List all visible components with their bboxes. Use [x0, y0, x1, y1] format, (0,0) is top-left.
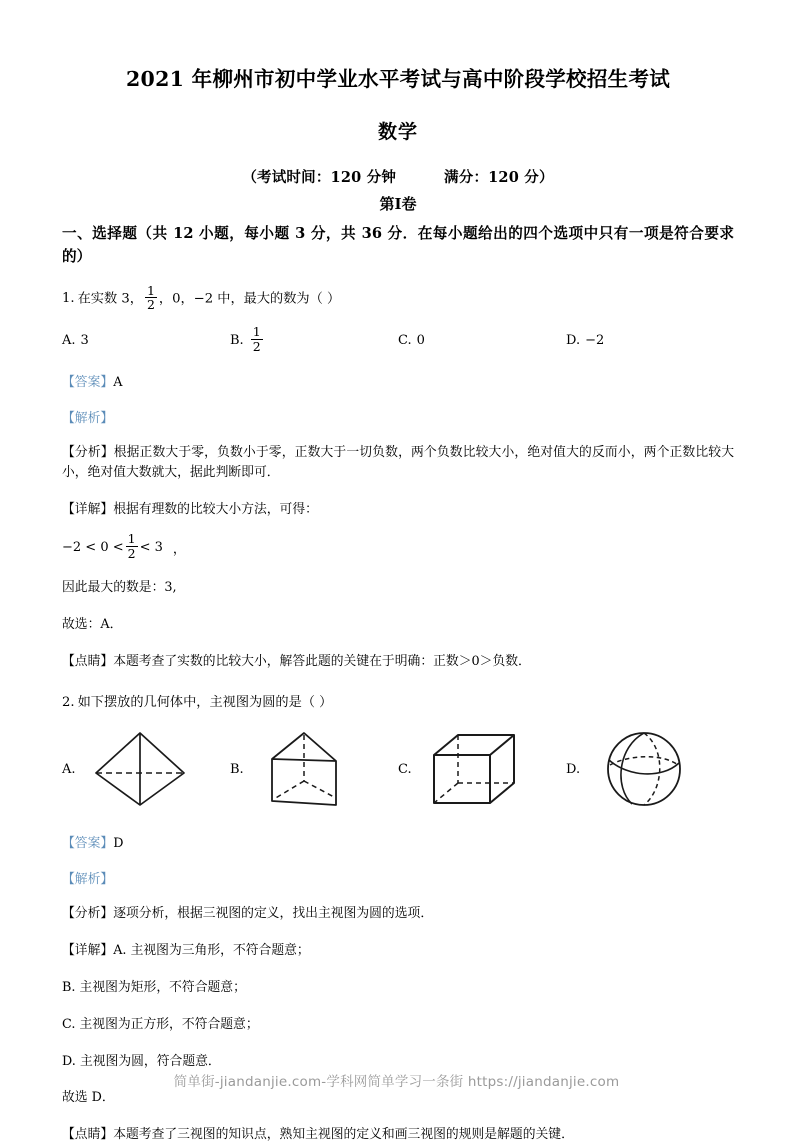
option-b-label: B.	[230, 332, 244, 348]
question-2-line-c: C. 主视图为正方形，不符合题意；	[62, 1016, 259, 1032]
triangular-prism-icon	[252, 725, 364, 813]
option-c-label: C.	[398, 332, 412, 348]
option-d[interactable]	[566, 326, 734, 354]
fraction-numerator: 1	[252, 324, 261, 340]
question-2-answer	[62, 832, 734, 851]
figure-a-label: A.	[62, 761, 76, 777]
section-heading: 一、选择题（共 12 小题，每小题 3 分，共 36 分．在每小题给出的四个选项中只有一项是符合要求的）	[62, 224, 734, 266]
cube-icon	[420, 725, 532, 813]
option-c[interactable]	[398, 326, 566, 354]
question-2-stem	[62, 693, 734, 713]
question-1-analysis-tag	[62, 407, 734, 426]
question-2-fenxi: 【分析】逐项分析，根据三视图的定义，找出主视图为圆的选项．	[62, 906, 434, 922]
question-1-fenxi: 【分析】根据正数大于零，负数小于零，正数大于一切负数，两个负数比较大小，绝对值大的反而小，两个正数比较大小，绝对值大数就大，据此判断即可．	[62, 444, 734, 480]
answer-value: A	[113, 374, 123, 390]
tetrahedron-icon	[84, 725, 196, 813]
analysis-tag: 【解析】	[62, 410, 114, 426]
exam-total-score: 满分：120 分）	[444, 168, 554, 186]
figure-option-c[interactable]	[398, 723, 566, 815]
question-1-number: 1.	[62, 291, 75, 307]
question-1-xiangjie-intro: 【详解】根据有理数的比较大小方法，可得：	[62, 501, 318, 517]
question-1-stem-after: ，0，−2 中，最大的数为（ ）	[158, 291, 341, 307]
option-a-text: 3	[80, 332, 89, 348]
inequality-prefix: −2 < 0 <	[62, 539, 124, 555]
question-1-conclusion-2: 故选：A．	[62, 616, 123, 632]
option-d-label: D.	[566, 332, 581, 348]
exam-meta	[62, 166, 734, 187]
fraction-numerator: 1	[146, 282, 155, 298]
option-a[interactable]	[62, 326, 230, 354]
question-2-line-d: D. 主视图为圆，符合题意．	[62, 1053, 221, 1069]
question-2-number: 2.	[62, 695, 75, 711]
page-footer: 简单街-jiandanjie.com-学科网简单学习一条街 https://jiandanjie.com	[173, 1074, 620, 1090]
page-content	[62, 0, 734, 1145]
sphere-icon	[588, 725, 700, 813]
question-2-stem-text: 如下摆放的几何体中，主视图为圆的是（ ）	[77, 695, 333, 711]
fraction-denominator: 2	[252, 338, 261, 354]
fraction-denominator: 2	[127, 545, 136, 561]
option-d-text: −2	[585, 332, 605, 348]
subject-title: 数学	[377, 120, 418, 143]
inequality-fraction	[126, 532, 138, 560]
question-1-fraction	[145, 284, 157, 312]
figure-option-b[interactable]	[230, 723, 398, 815]
fraction-numerator: 1	[127, 531, 136, 547]
inequality-comma: ，	[172, 541, 186, 557]
question-1-options	[62, 326, 734, 354]
inequality-suffix: < 3	[139, 539, 163, 555]
question-2-figures	[62, 723, 734, 815]
question-1-conclusion-1: 因此最大的数是：3,	[62, 579, 177, 595]
question-1-stem-before: 在实数 3，	[77, 291, 143, 307]
question-2-dianjing: 【点睛】本题考查了三视图的知识点，熟知主视图的定义和画三视图的规则是解题的关键．	[62, 1127, 574, 1143]
option-a-label: A.	[62, 332, 76, 348]
figure-c-label: C.	[398, 761, 412, 777]
exam-duration: （考试时间：120 分钟	[242, 168, 397, 186]
question-1-inequality	[62, 533, 734, 561]
page-title: 2021 年柳州市初中学业水平考试与高中阶段学校招生考试	[125, 67, 671, 91]
option-b-fraction	[251, 325, 263, 353]
question-2-conclusion: 故选 D．	[62, 1090, 115, 1106]
option-c-text: 0	[416, 332, 425, 348]
fraction-denominator: 2	[146, 297, 155, 313]
question-1-stem	[62, 282, 734, 313]
paper-part-label: 第Ⅰ卷	[379, 194, 417, 213]
answer-tag: 【答案】	[62, 374, 114, 390]
figure-option-a[interactable]	[62, 723, 230, 815]
answer-value: D	[113, 836, 124, 852]
question-1-answer	[62, 371, 734, 390]
question-2-analysis-tag	[62, 868, 734, 887]
question-1-dianjing: 【点睛】本题考查了实数的比较大小，解答此题的关键在于明确：正数＞0＞负数．	[62, 653, 531, 669]
answer-tag: 【答案】	[62, 836, 114, 852]
question-2-xiangjie-a: 【详解】A. 主视图为三角形，不符合题意；	[62, 943, 310, 959]
figure-d-label: D.	[566, 761, 581, 777]
figure-option-d[interactable]	[566, 723, 734, 815]
question-2-line-b: B. 主视图为矩形，不符合题意；	[62, 979, 246, 995]
figure-b-label: B.	[230, 761, 244, 777]
analysis-tag: 【解析】	[62, 872, 114, 888]
option-b[interactable]	[230, 326, 398, 354]
